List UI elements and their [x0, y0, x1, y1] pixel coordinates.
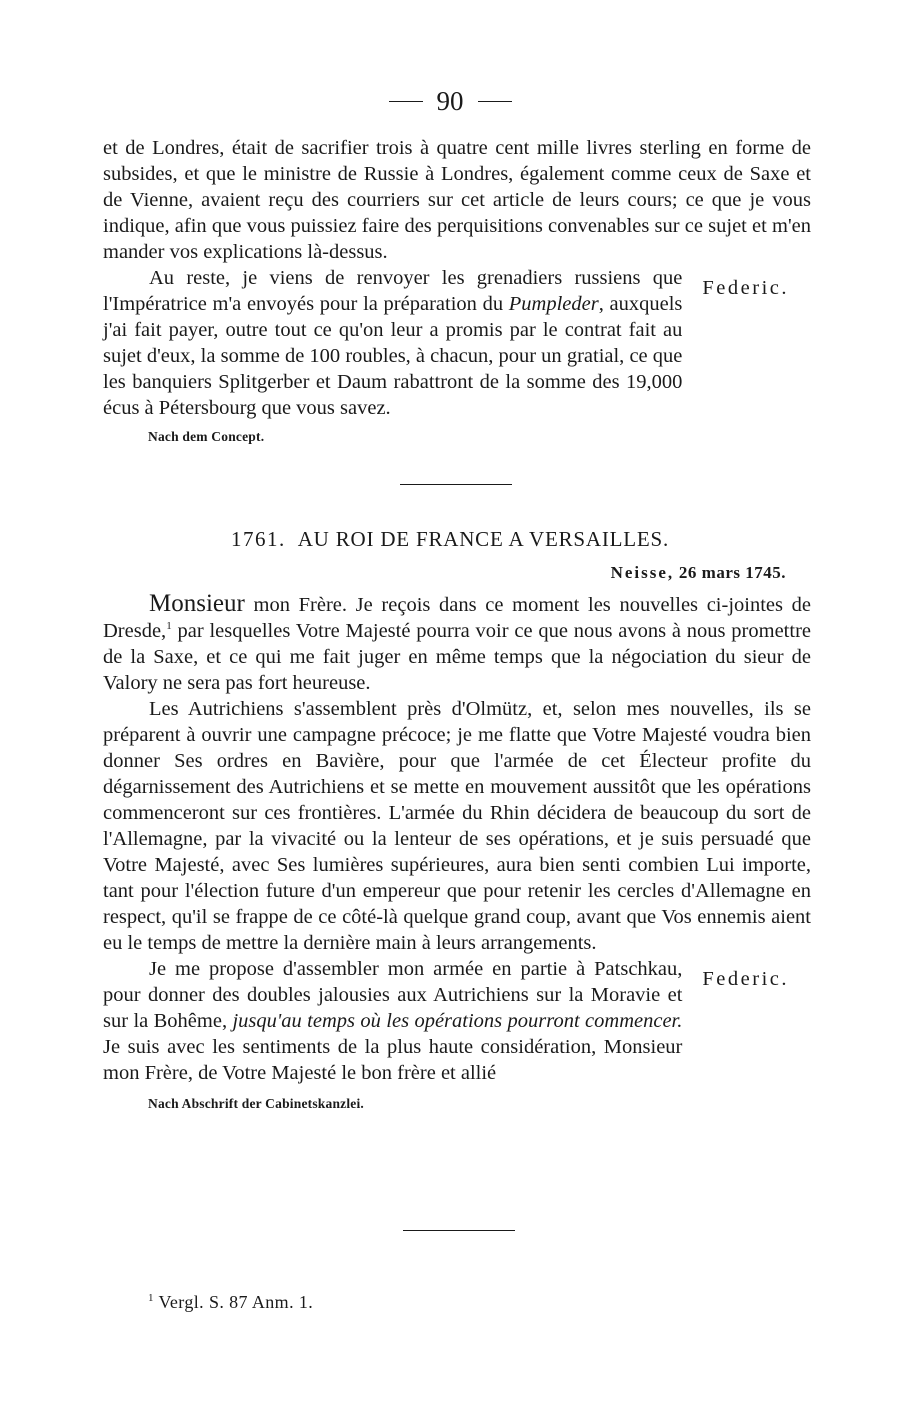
pumpleder-term: Pumpleder: [508, 293, 599, 315]
continuation-paragraph: et de Londres, était de sacrifier trois à quatre cent mille livres sterling en forme de subsides, et que le ministre de Russie à Londres, également comme ceux de Saxe et de Vienne, avaient reçu des courriers sur cet article de leurs cours; ce que je vous indique, afin que vous puissiez faire des perquisitions convenables sur ce sujet et m'en mander vos explications là-dessus.: [103, 137, 811, 263]
paragraph-3-italic: jusqu'au temps où les opérations pourront commencer.: [232, 1010, 683, 1032]
paragraph-1-text-end: par lesquelles Votre Majesté pourra voir ce que nous avons à nous promettre de la Saxe, et ce qui me fait juger en même temps que la négociation du sieur de Valory ne sera pas fort heureuse.: [103, 620, 811, 694]
source-note: Nach dem Concept.: [148, 429, 265, 444]
date-place: Neisse,: [610, 563, 675, 582]
letter-source-note: Nach Abschrift der Cabinetskanzlei.: [148, 1096, 365, 1111]
footnote: [148, 1292, 313, 1313]
paragraph-1-text-start: mon Frère. Je reçois dans ce moment les nouvelles ci-jointes de Dresde,: [103, 594, 811, 642]
paragraph-3-text-start: Je me propose d'assembler mon armée en partie à Patschkau, pour donner des doubles jalousies aux Autrichiens sur la Moravie et sur la Bohême,: [103, 958, 683, 1032]
closing-text-start: Au reste, je viens de renvoyer les grenadiers russiens que l'Impératrice m'a envoyés pour la préparation du: [103, 267, 683, 315]
letter-paragraph-2: Les Autrichiens s'assemblent près d'Olmütz, et, selon mes nouvelles, ils se préparent à ouvrir une campagne précoce; je me flatte que Votre Majesté voudra bien donner Ses ordres en Bavière, pour que l'armée de cet Électeur profite du dégarnissement des Autrichiens et se mette en mouvement aussitôt que les opérations commenceront sur ces frontières. L'armée du Rhin décidera de beaucoup du sort de l'Allemagne, par la vivacité ou la lenteur de ses opérations, et je suis persuadé que Votre Majesté, avec Ses lumières supérieures, aura bien senti combien Lui importe, tant pour l'élection future d'un empereur que pour retenir les cercles d'Allemagne en respect, qu'il se frappe de ce côté-là quelque grand coup, avant que Vos ennemis aient eu le temps de mettre la dernière main à leurs arrangements.: [103, 698, 811, 954]
footnote-reference: 1: [166, 620, 172, 633]
footnote-mark: 1: [148, 1292, 154, 1304]
dateline: [611, 563, 786, 583]
previous-letter-continuation: [103, 135, 811, 445]
page-header: [0, 86, 900, 117]
opening-word: Monsieur: [149, 590, 245, 617]
letter-heading: [0, 527, 900, 552]
closing-text-end: , auxquels j'ai fait payer, outre tout ce qu'on leur a promis par le contrat fait au sujet d'eux, la somme de 100 roubles, à chacun, pour un gratial, ce que les banquiers Splitgerber et Daum rabattront de la somme des 19,000 écus à Pétersbourg que vous savez.: [103, 293, 683, 419]
signature: Federic.: [702, 277, 789, 299]
footnote-text: Vergl. S. 87 Anm. 1.: [158, 1292, 314, 1312]
letter-closing-row: [103, 956, 811, 1086]
letter-signature: Federic.: [702, 968, 789, 990]
footnote-separator-rule: [403, 1230, 515, 1231]
letter-number: 1761.: [230, 527, 286, 551]
separator-rule: [400, 484, 512, 485]
closing-paragraph: [103, 265, 682, 421]
page-number: 90: [436, 86, 464, 116]
letter-title: AU ROI DE FRANCE A VERSAILLES.: [297, 527, 670, 551]
header-dash-right: [478, 101, 512, 102]
paragraph-3-text-end: Je suis avec les sentiments de la plus haute considération, Monsieur mon Frère, de Votre Majesté le bon frère et allié: [103, 1036, 683, 1084]
letter-paragraph-1: [103, 591, 811, 696]
closing-paragraph-row: [103, 265, 811, 421]
letter-paragraph-3: [103, 956, 682, 1086]
letter-date: 26 mars 1745.: [678, 563, 786, 582]
letter-body: [103, 591, 811, 1112]
header-dash-left: [389, 101, 423, 102]
